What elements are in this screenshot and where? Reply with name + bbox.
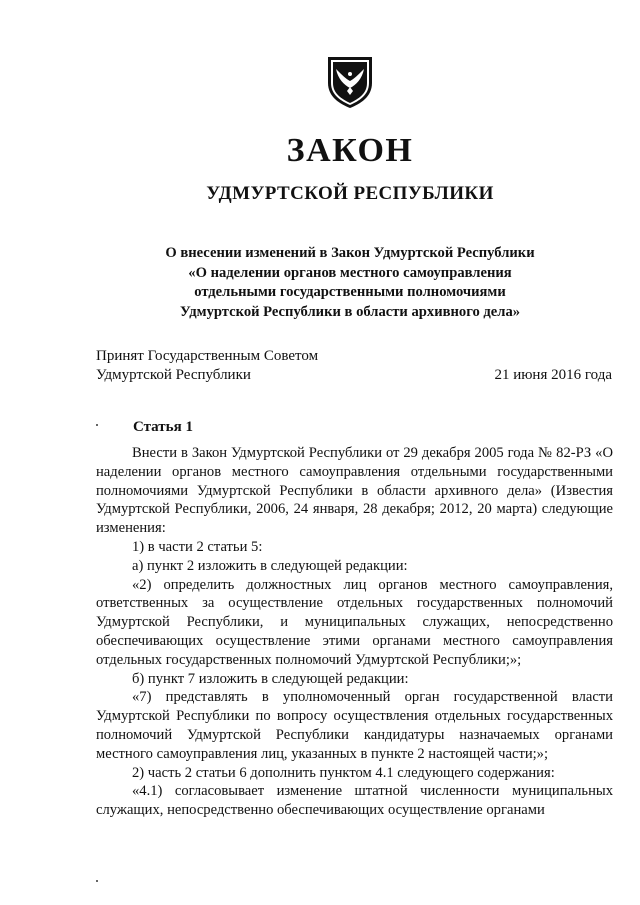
adopted-by — [96, 347, 318, 385]
heading-line: отдельными государственными полномочиями — [194, 284, 506, 300]
scan-speck — [96, 880, 98, 882]
paragraph: «2) определить должностных лиц органов местного самоуправления, ответственных за осуществление отдельных государственных полномочий Удмуртской Республики, и муниципальных служащих, непосредственно обеспечивающих осуществление этими органами местного самоуправления отдельных государственных полномочий Удмуртской Республики;»; — [96, 576, 613, 668]
adopted-line: Принят Государственным Советом — [96, 348, 319, 364]
heading-line: Удмуртской Республики в области архивного дела» — [179, 303, 521, 320]
paragraph: 2) часть 2 статьи 6 дополнить пунктом 4.1 следующего содержания: — [132, 764, 555, 781]
document-title: ЗАКОН — [286, 132, 414, 169]
article-body — [96, 444, 613, 820]
scan-speck — [96, 424, 98, 426]
paragraph: «7) представлять в уполномоченный орган государственной власти Удмуртской Республики по вопросу осуществления отдельных государственных полномочий Удмуртской Республики кандидатуры назначаемых органами местного самоуправления лиц, указанных в пункте 2 настоящей части;»; — [96, 689, 613, 762]
paragraph: «4.1) согласовывает изменение штатной численности муниципальных служащих, непосредственно обеспечивающих осуществление органами — [96, 783, 613, 819]
article-heading: Статья 1 — [133, 419, 193, 435]
heading-line: О внесении изменений в Закон Удмуртской Республики — [165, 245, 535, 261]
paragraph: 1) в части 2 статьи 5: — [132, 538, 263, 555]
paragraph: б) пункт 7 изложить в следующей редакции: — [132, 670, 409, 687]
adoption-date: 21 июня 2016 года — [494, 367, 612, 383]
document-subtitle: УДМУРТСКОЙ РЕСПУБЛИКИ — [206, 183, 494, 204]
heading-line: «О наделении органов местного самоуправления — [188, 264, 512, 281]
law-heading — [160, 244, 540, 322]
udmurt-coat-of-arms-icon — [322, 53, 378, 109]
adopted-line: Удмуртской Республики — [96, 367, 251, 383]
paragraph: а) пункт 2 изложить в следующей редакции: — [132, 557, 408, 574]
paragraph: Внести в Закон Удмуртской Республики от 29 декабря 2005 года № 82-РЗ «О наделении органов местного самоуправления отдельными государственными полномочиями Удмуртской Республики в области архивного дела» (Известия Удмуртской Республики, 2006, 24 января, 28 декабря; 2012, 20 марта) следующие изменения: — [96, 445, 613, 537]
